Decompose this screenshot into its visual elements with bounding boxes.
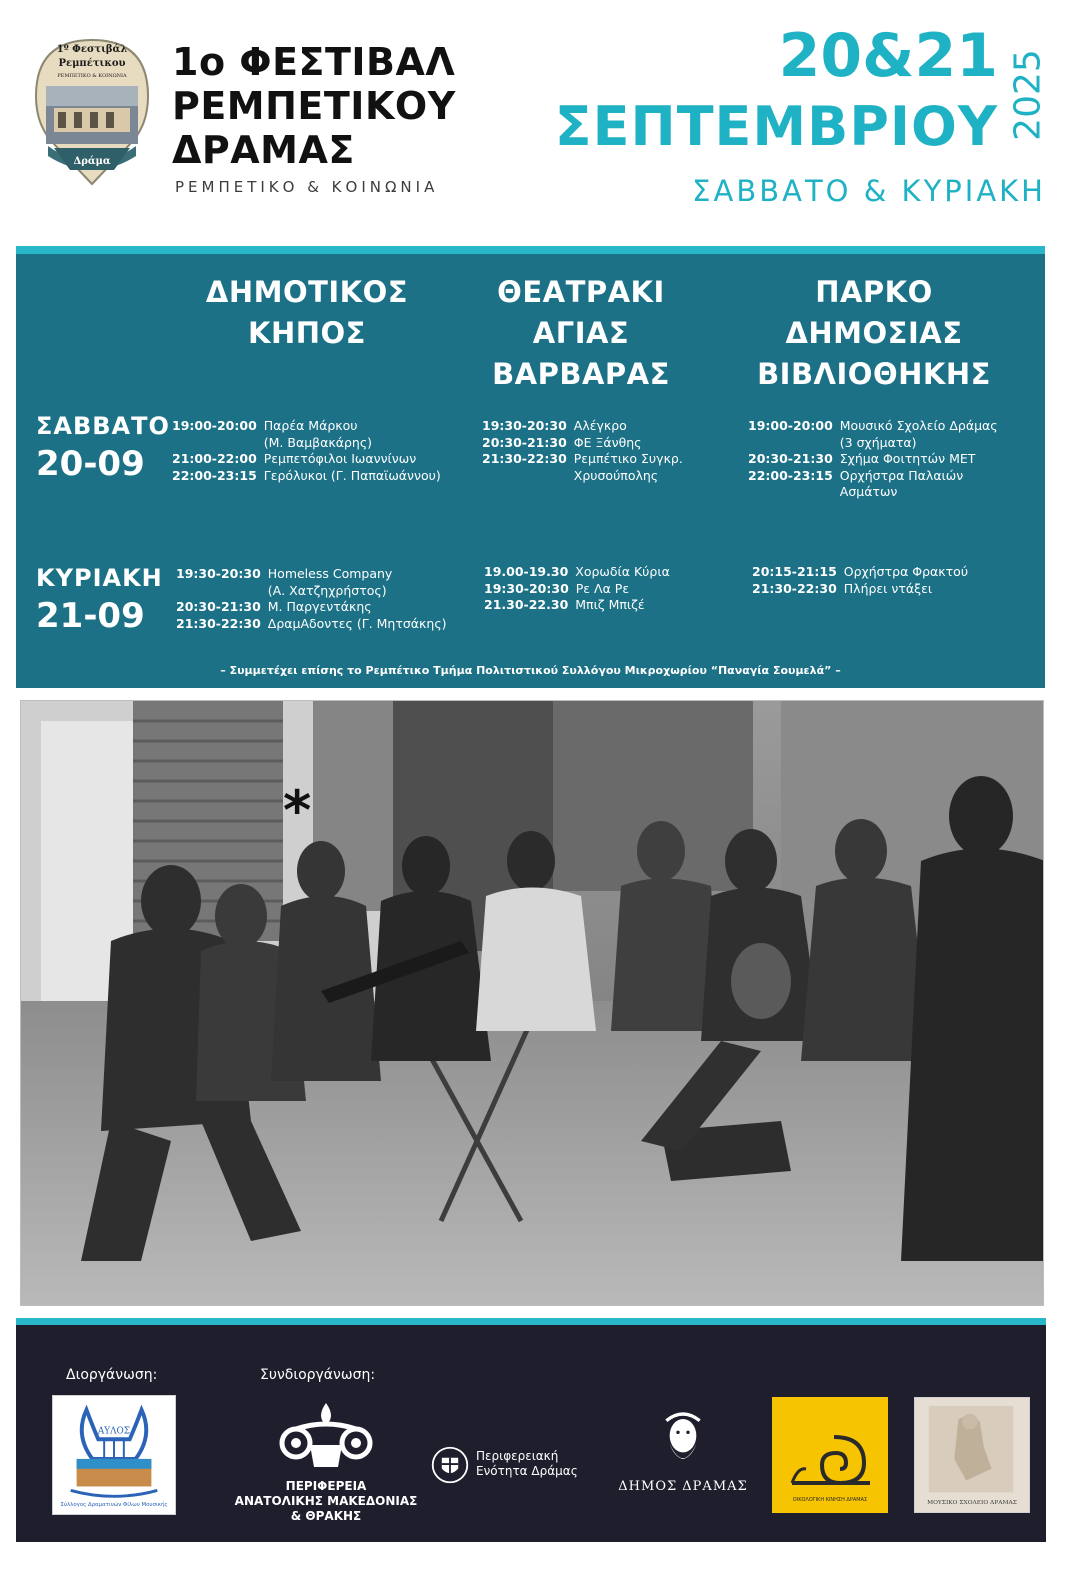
schedule-slot [172,435,441,452]
festival-month: ΣΕΠΤΕΜΒΡΙΟΥ [554,95,998,158]
region-caption [226,1479,426,1524]
venue-heading-line: ΠΑΡΚΟ [815,275,933,309]
slot-act: Χορωδία Κύρια [575,564,670,579]
logo-line-1: 1º Φεστιβάλ [56,44,128,55]
schedule-slot [176,599,447,616]
slot-time: 19:00-20:00 [172,418,257,433]
regional-unit-line: Ενότητα Δράμας [476,1464,578,1478]
municipality-sponsor [608,1405,758,1515]
slot-act: Παρέα Μάρκου [263,418,358,433]
slot-time: 20:30-21:30 [748,451,833,466]
slot-act: (Α. Χατζηχρήστος) [267,582,387,598]
schedule-slot [748,435,998,452]
lyre-icon [53,1396,175,1514]
festival-year: 2025 [1007,49,1049,141]
schedule-slot [748,418,998,435]
regional-unit-caption [476,1449,600,1479]
slot-act: Σχήμα Φοιτητών ΜΕΤ [839,451,976,466]
venue-heading-line: ΒΑΡΒΑΡΑΣ [492,357,670,391]
festival-dates: 20&21 [778,21,998,91]
day-date: 21-09 [36,596,145,636]
schedule-slot [484,564,670,581]
slot-act: ΔραμΑδοντες (Γ. Μητσάκης) [267,615,447,631]
music-school-logo [914,1397,1030,1513]
logo-line-3: ΡΕΜΠΕΤΙΚΟ & ΚΟΙΝΩΝΙΑ [57,73,127,79]
organizer-label: Διοργάνωση: [66,1367,158,1383]
schedule-slot [748,468,998,485]
coorganizer-label: Συνδιοργάνωση: [260,1367,376,1383]
slot-act: Μ. Παργεντάκης [267,599,372,614]
slot-time: 19:30-20:30 [176,566,261,581]
slot-time: 19.00-19.30 [484,564,569,579]
slot-time: 21:30-22:30 [176,615,261,631]
schedule-slot [482,468,683,485]
venue-heading-line: ΚΗΠΟΣ [248,316,366,350]
ecology-movement-logo [772,1397,888,1513]
slot-act: Μπιζ Μπιζέ [575,597,645,612]
logo-line-4: Δράμα [73,156,111,167]
slot-act: (Μ. Βαμβακάρης) [263,434,373,450]
regional-unit-sponsor [430,1443,600,1487]
ecology-text: ΟΙΚΟΛΟΓΙΚΗ ΚΙΝΗΣΗ ΔΡΑΜΑΣ [792,1497,868,1503]
schedule-slot [482,435,683,452]
schedule-panel [16,246,1045,688]
snail-icon [772,1397,888,1513]
music-school-relief-icon [915,1398,1029,1512]
day-date: 20-09 [36,444,145,484]
slot-act: Ασμάτων [839,484,898,499]
schedule-slot [172,468,441,485]
schedule-slot [482,418,683,435]
slots-sun-venue-1 [176,566,447,632]
venue-heading-line: ΑΓΙΑΣ [532,316,630,350]
slots-sun-venue-2 [484,564,670,614]
schedule-slot [176,566,447,583]
slot-act: Γερόλυκοι (Γ. Παπαϊωάννου) [263,467,441,483]
slot-time: 21:30-22:30 [482,451,567,466]
region-caption-line: ΠΕΡΙΦΕΡΕΙΑ [285,1479,367,1493]
slots-sat-venue-2 [482,418,683,484]
venue-heading-parko [740,272,1008,395]
slot-act: Ρε Λα Ρε [575,580,630,596]
festival-subtitle: ΡΕΜΠΕΤΙΚΟ & ΚΟΙΝΩΝΙΑ [175,178,439,196]
slot-time: 22:00-23:15 [748,467,833,483]
festival-title [172,40,456,172]
festival-title-line: 1ο ΦΕΣΤΙΒΑΛ [172,40,456,84]
schedule-slot [748,484,998,501]
day-label-sunday [36,564,163,636]
slot-act: Ρεμπετόφιλοι Ιωαννίνων [263,451,417,466]
slots-sun-venue-3 [752,564,968,597]
municipality-caption: ΔΗΜΟΣ ΔΡΑΜΑΣ [618,1479,748,1494]
rebetiko-musicians-photo [21,701,1044,1306]
slot-time: 19:30-20:30 [482,418,567,433]
festival-title-line: ΔΡΑΜΑΣ [172,128,355,172]
schedule-slot [482,451,683,468]
venue-heading-line: ΔΗΜΟΤΙΚΟΣ [205,275,409,309]
day-name: ΣΑΒΒΑΤΟ [36,412,170,440]
slot-act: Ορχήστρα Παλαιών [839,467,964,483]
schedule-slot [484,597,670,614]
sponsors-footer [16,1318,1046,1542]
logo-line-2: Ρεμπέτικου [58,58,126,69]
organizer-logo-text: ΑΥΛΟΣ [97,1426,131,1437]
slot-act: Homeless Company [267,566,393,581]
venue-heading-theatraki [476,272,686,395]
slot-act: Μουσικό Σχολείο Δράμας [839,418,998,433]
poster-header [0,0,1068,240]
venue-heading-line: ΒΙΒΛΙΟΘΗΚΗΣ [757,357,991,391]
slot-act: Αλέγκρο [573,418,627,433]
slot-time: 19:00-20:00 [748,418,833,433]
slot-act: (3 σχήματα) [839,434,917,450]
festival-title-line: ΡΕΜΠΕΤΙΚΟΥ [172,84,456,128]
slot-time: 19:30-20:30 [484,580,569,596]
photo-asterisk: * [283,779,312,842]
schedule-slot [176,616,447,633]
organizer-name: Σύλλογος Δραματινών Φίλων Μουσικής [60,1502,168,1509]
slots-sat-venue-3 [748,418,998,501]
dionysus-head-icon [658,1405,708,1473]
slot-time: 20:30-21:30 [176,599,261,614]
schedule-slot [172,418,441,435]
slot-act: Χρυσούπολης [573,467,659,483]
region-caption-line: & ΘΡΑΚΗΣ [290,1509,362,1523]
slots-sat-venue-1 [172,418,441,484]
slot-time: 21.30-22.30 [484,597,569,612]
greek-emblem-icon [430,1445,470,1485]
slot-time: 20:30-21:30 [482,434,567,450]
slot-time: 21:30-22:30 [752,580,837,596]
schedule-slot [484,581,670,598]
festival-weekend: ΣΑΒΒΑΤΟ & ΚΥΡΙΑΚΗ [692,174,1046,208]
venue-heading-line: ΘΕΑΤΡΑΚΙ [497,275,665,309]
venue-heading-dimotikos-kipos [192,272,422,354]
region-sponsor [226,1395,426,1535]
organizer-logo [52,1395,176,1515]
day-name: ΚΥΡΙΑΚΗ [36,564,163,592]
schedule-slot [748,451,998,468]
schedule-slot [176,583,447,600]
schedule-slot [172,451,441,468]
slot-act: Ορχήστρα Φρακτού [843,564,969,579]
schedule-slot [752,564,968,581]
slot-act: ΦΕ Ξάνθης [573,434,642,450]
slot-time: 20:15-21:15 [752,564,837,579]
venue-heading-line: ΔΗΜΟΣΙΑΣ [785,316,963,350]
region-caption-line: ΑΝΑΤΟΛΙΚΗΣ ΜΑΚΕΔΟΝΙΑΣ [234,1494,418,1508]
participation-note: – Συμμετέχει επίσης το Ρεμπέτικο Τμήμα Πολιτιστικού Συλλόγου Μικροχωρίου “Παναγία Σουμελά” – [220,664,841,677]
slot-time: 22:00-23:15 [172,467,257,483]
music-school-text: ΜΟΥΣΙΚΟ ΣΧΟΛΕΙΟ ΔΡΑΜΑΣ [927,1500,1017,1507]
slot-act: Ρεμπέτικο Συγκρ. [573,451,683,466]
festival-logo [34,38,150,188]
schedule-slot [752,581,968,598]
capital-ornament-icon [226,1395,426,1475]
slot-act: Πλήρει ντάξει [843,580,933,596]
regional-unit-line: Περιφερειακή [476,1449,559,1463]
historic-photo [20,700,1044,1306]
day-label-saturday [36,412,170,484]
festival-year-wrap [1006,30,1050,160]
slot-time: 21:00-22:00 [172,451,257,466]
